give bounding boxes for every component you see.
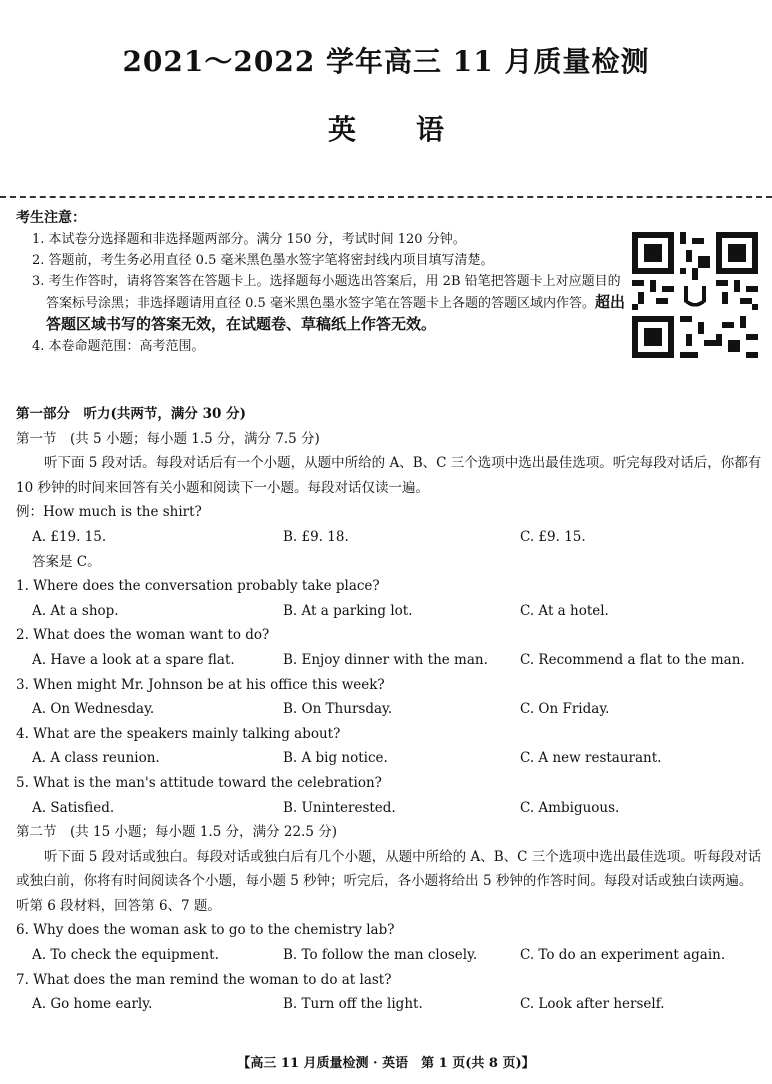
option-c: C. On Friday. [520, 701, 610, 718]
option-c: C. Look after herself. [520, 996, 665, 1013]
option-c: C. To do an experiment again. [520, 947, 726, 964]
option-b: B. Enjoy dinner with the man. [283, 651, 488, 668]
option-a: A. On Wednesday. [32, 701, 155, 718]
question-3: 3. When might Mr. Johnson be at his office this week? [16, 676, 385, 693]
question-options [16, 992, 764, 1017]
notice-item: 4. 本卷命题范围：高考范围。 [32, 339, 205, 354]
question-options [16, 746, 764, 771]
section-heading: 第二节 (共 15 小题；每小题 1.5 分，满分 22.5 分) [16, 824, 337, 841]
notice-item: 1. 本试卷分选择题和非选择题两部分。满分 150 分，考试时间 120 分钟。 [32, 232, 466, 247]
material-note: 听第 6 段材料，回答第 6、7 题。 [16, 897, 221, 914]
option-b: B. A big notice. [283, 750, 388, 767]
option-a: A. Have a look at a spare flat. [32, 651, 235, 668]
question-options [16, 943, 764, 968]
dashed-divider [0, 196, 772, 198]
option-b: B. Uninterested. [283, 799, 396, 816]
question-7: 7. What does the man remind the woman to do at last? [16, 971, 392, 988]
answer-text: 答案是 C。 [32, 553, 101, 570]
example-question: 例：How much is the shirt? [16, 504, 202, 521]
option-b: B. Turn off the light. [283, 996, 423, 1013]
notice-emphasis: 超出答题区域书写的答案无效，在试题卷、草稿纸上作答无效。 [46, 293, 625, 333]
option-a: A. Satisfied. [32, 799, 115, 816]
notice-item: 2. 答题前，考生务必用直径 0.5 毫米黑色墨水签字笔将密封线内项目填写清楚。 [32, 253, 494, 268]
question-1: 1. Where does the conversation probably take place? [16, 578, 380, 595]
option-b: B. To follow the man closely. [283, 947, 478, 964]
candidate-notice [16, 208, 626, 357]
option-c: C. £9. 15. [520, 528, 586, 545]
notice-item [16, 271, 626, 336]
question-options [16, 796, 764, 821]
option-a: A. At a shop. [32, 602, 119, 619]
option-b: B. £9. 18. [283, 528, 349, 545]
question-options [16, 648, 764, 673]
option-a: A. Go home early. [32, 996, 153, 1013]
question-2: 2. What does the woman want to do? [16, 627, 270, 644]
part-heading: 第一部分 听力(共两节，满分 30 分) [16, 406, 246, 422]
exam-title: 2021～2022 学年高三 11 月质量检测 [122, 45, 650, 78]
option-b: B. At a parking lot. [283, 602, 413, 619]
option-a: A. A class reunion. [32, 750, 160, 767]
question-6: 6. Why does the woman ask to go to the chemistry lab? [16, 922, 395, 939]
notice-heading: 考生注意： [16, 210, 86, 226]
option-c: C. Recommend a flat to the man. [520, 651, 745, 668]
option-c: C. Ambiguous. [520, 799, 620, 816]
page-footer: 【高三 11 月质量检测 · 英语 第 1 页(共 8 页)】 [237, 1056, 535, 1071]
section-instructions: 听下面 5 段对话或独白。每段对话或独白后有几个小题，从题中所给的 A、B、C 三个选项中选出最佳选项。听每段对话或独白前，你将有时间阅读各个小题，每小题 5 秒钟；听完后，各小题将给出 5 秒钟的作答时间。每段对话或独白读两遍。 [16, 848, 762, 890]
qr-code-icon [632, 232, 758, 358]
question-4: 4. What are the speakers mainly talking about? [16, 725, 341, 742]
option-a: A. To check the equipment. [32, 947, 219, 964]
question-options [16, 697, 764, 722]
example-answer [16, 550, 764, 575]
subject-title: 英语 [327, 113, 504, 146]
section-heading: 第一节 (共 5 小题；每小题 1.5 分，满分 7.5 分) [16, 430, 320, 447]
question-options [16, 599, 764, 624]
option-c: C. At a hotel. [520, 602, 609, 619]
option-b: B. On Thursday. [283, 701, 393, 718]
question-5: 5. What is the man's attitude toward the celebration? [16, 774, 382, 791]
example-options [16, 525, 764, 550]
listening-part [16, 402, 764, 1017]
notice-item-text: 3. 考生作答时，请将答案答在答题卡上。选择题每小题选出答案后，用 2B 铅笔把答题卡上对应题目的答案标号涂黑；非选择题请用直径 0.5 毫米黑色墨水签字笔在答题卡上各题的答题区域内作答。 [32, 274, 621, 311]
option-c: C. A new restaurant. [520, 750, 662, 767]
option-a: A. £19. 15. [32, 528, 107, 545]
section-instructions: 听下面 5 段对话。每段对话后有一个小题，从题中所给的 A、B、C 三个选项中选出最佳选项。听完每段对话后，你都有 10 秒钟的时间来回答有关小题和阅读下一小题。每段对话仅读一遍。 [16, 455, 762, 496]
